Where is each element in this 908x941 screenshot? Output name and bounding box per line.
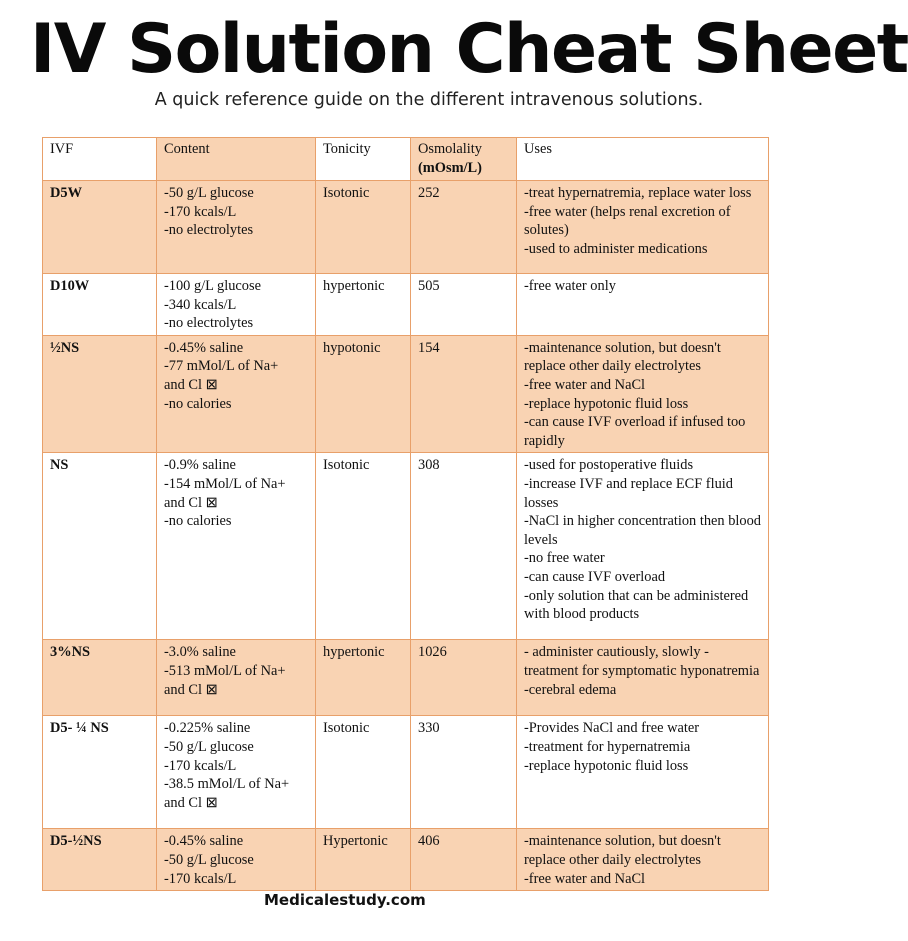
header-osmolality-unit: (mOsm/L)	[418, 159, 482, 176]
cell-content: -0.225% saline -50 g/L glucose -170 kcals/L -38.5 mMol/L of Na+ and Cl ⊠	[157, 716, 316, 829]
cell-uses: -maintenance solution, but doesn't replace other daily electrolytes -free water and NaCl	[517, 829, 769, 891]
cell-uses: -treat hypernatremia, replace water loss -free water (helps renal excretion of solutes) -used to administer medications	[517, 181, 769, 274]
table-row	[43, 640, 769, 716]
page-subtitle: A quick reference guide on the different intravenous solutions.	[154, 90, 704, 110]
header-content: Content	[157, 138, 316, 181]
cell-ivf: D10W	[43, 274, 157, 336]
iv-solution-table	[42, 137, 769, 891]
cell-uses: -maintenance solution, but doesn't replace other daily electrolytes -free water and NaCl -replace hypotonic fluid loss -can cause IVF overload if infused too rapidly	[517, 335, 769, 453]
header-tonicity: Tonicity	[316, 138, 411, 181]
page-title: IV Solution Cheat Sheet	[30, 10, 908, 89]
cell-ivf: D5-½NS	[43, 829, 157, 891]
cell-uses: -Provides NaCl and free water -treatment for hypernatremia -replace hypotonic fluid loss	[517, 716, 769, 829]
cell-osmolality: 252	[411, 181, 517, 274]
cell-uses: - administer cautiously, slowly - treatment for symptomatic hyponatremia -cerebral edema	[517, 640, 769, 716]
cell-content: -0.9% saline -154 mMol/L of Na+ and Cl ⊠ -no calories	[157, 453, 316, 640]
header-ivf: IVF	[43, 138, 157, 181]
cell-osmolality: 1026	[411, 640, 517, 716]
cell-ivf: NS	[43, 453, 157, 640]
cell-content: -100 g/L glucose -340 kcals/L -no electrolytes	[157, 274, 316, 336]
table-row	[43, 181, 769, 274]
cell-content: -3.0% saline -513 mMol/L of Na+ and Cl ⊠	[157, 640, 316, 716]
table-row	[43, 274, 769, 336]
cell-tonicity: hypertonic	[316, 640, 411, 716]
cell-osmolality: 154	[411, 335, 517, 453]
header-osmolality-label: Osmolality	[418, 141, 482, 157]
cell-osmolality: 406	[411, 829, 517, 891]
cell-uses: -used for postoperative fluids -increase IVF and replace ECF fluid losses -NaCl in higher concentration then blood levels -no free water -can cause IVF overload -only solution that can be administered with blood products	[517, 453, 769, 640]
cell-ivf: D5- ¼ NS	[43, 716, 157, 829]
table-row	[43, 335, 769, 453]
table-header-row	[43, 138, 769, 181]
cell-ivf: 3%NS	[43, 640, 157, 716]
cell-osmolality: 505	[411, 274, 517, 336]
cell-ivf: ½NS	[43, 335, 157, 453]
header-osmolality	[411, 138, 517, 181]
cell-ivf: D5W	[43, 181, 157, 274]
cell-content: -0.45% saline -50 g/L glucose -170 kcals/L	[157, 829, 316, 891]
cell-osmolality: 330	[411, 716, 517, 829]
header-uses: Uses	[517, 138, 769, 181]
cell-tonicity: hypotonic	[316, 335, 411, 453]
table-row	[43, 829, 769, 891]
table-row	[43, 453, 769, 640]
cell-uses: -free water only	[517, 274, 769, 336]
cell-osmolality: 308	[411, 453, 517, 640]
table-row	[43, 716, 769, 829]
cell-tonicity: Isotonic	[316, 453, 411, 640]
cell-tonicity: Hypertonic	[316, 829, 411, 891]
cell-content: -50 g/L glucose -170 kcals/L -no electrolytes	[157, 181, 316, 274]
footer-source: Medicalestudy.com	[264, 891, 426, 909]
cell-tonicity: Isotonic	[316, 181, 411, 274]
cell-tonicity: hypertonic	[316, 274, 411, 336]
cell-tonicity: Isotonic	[316, 716, 411, 829]
cell-content: -0.45% saline -77 mMol/L of Na+ and Cl ⊠ -no calories	[157, 335, 316, 453]
